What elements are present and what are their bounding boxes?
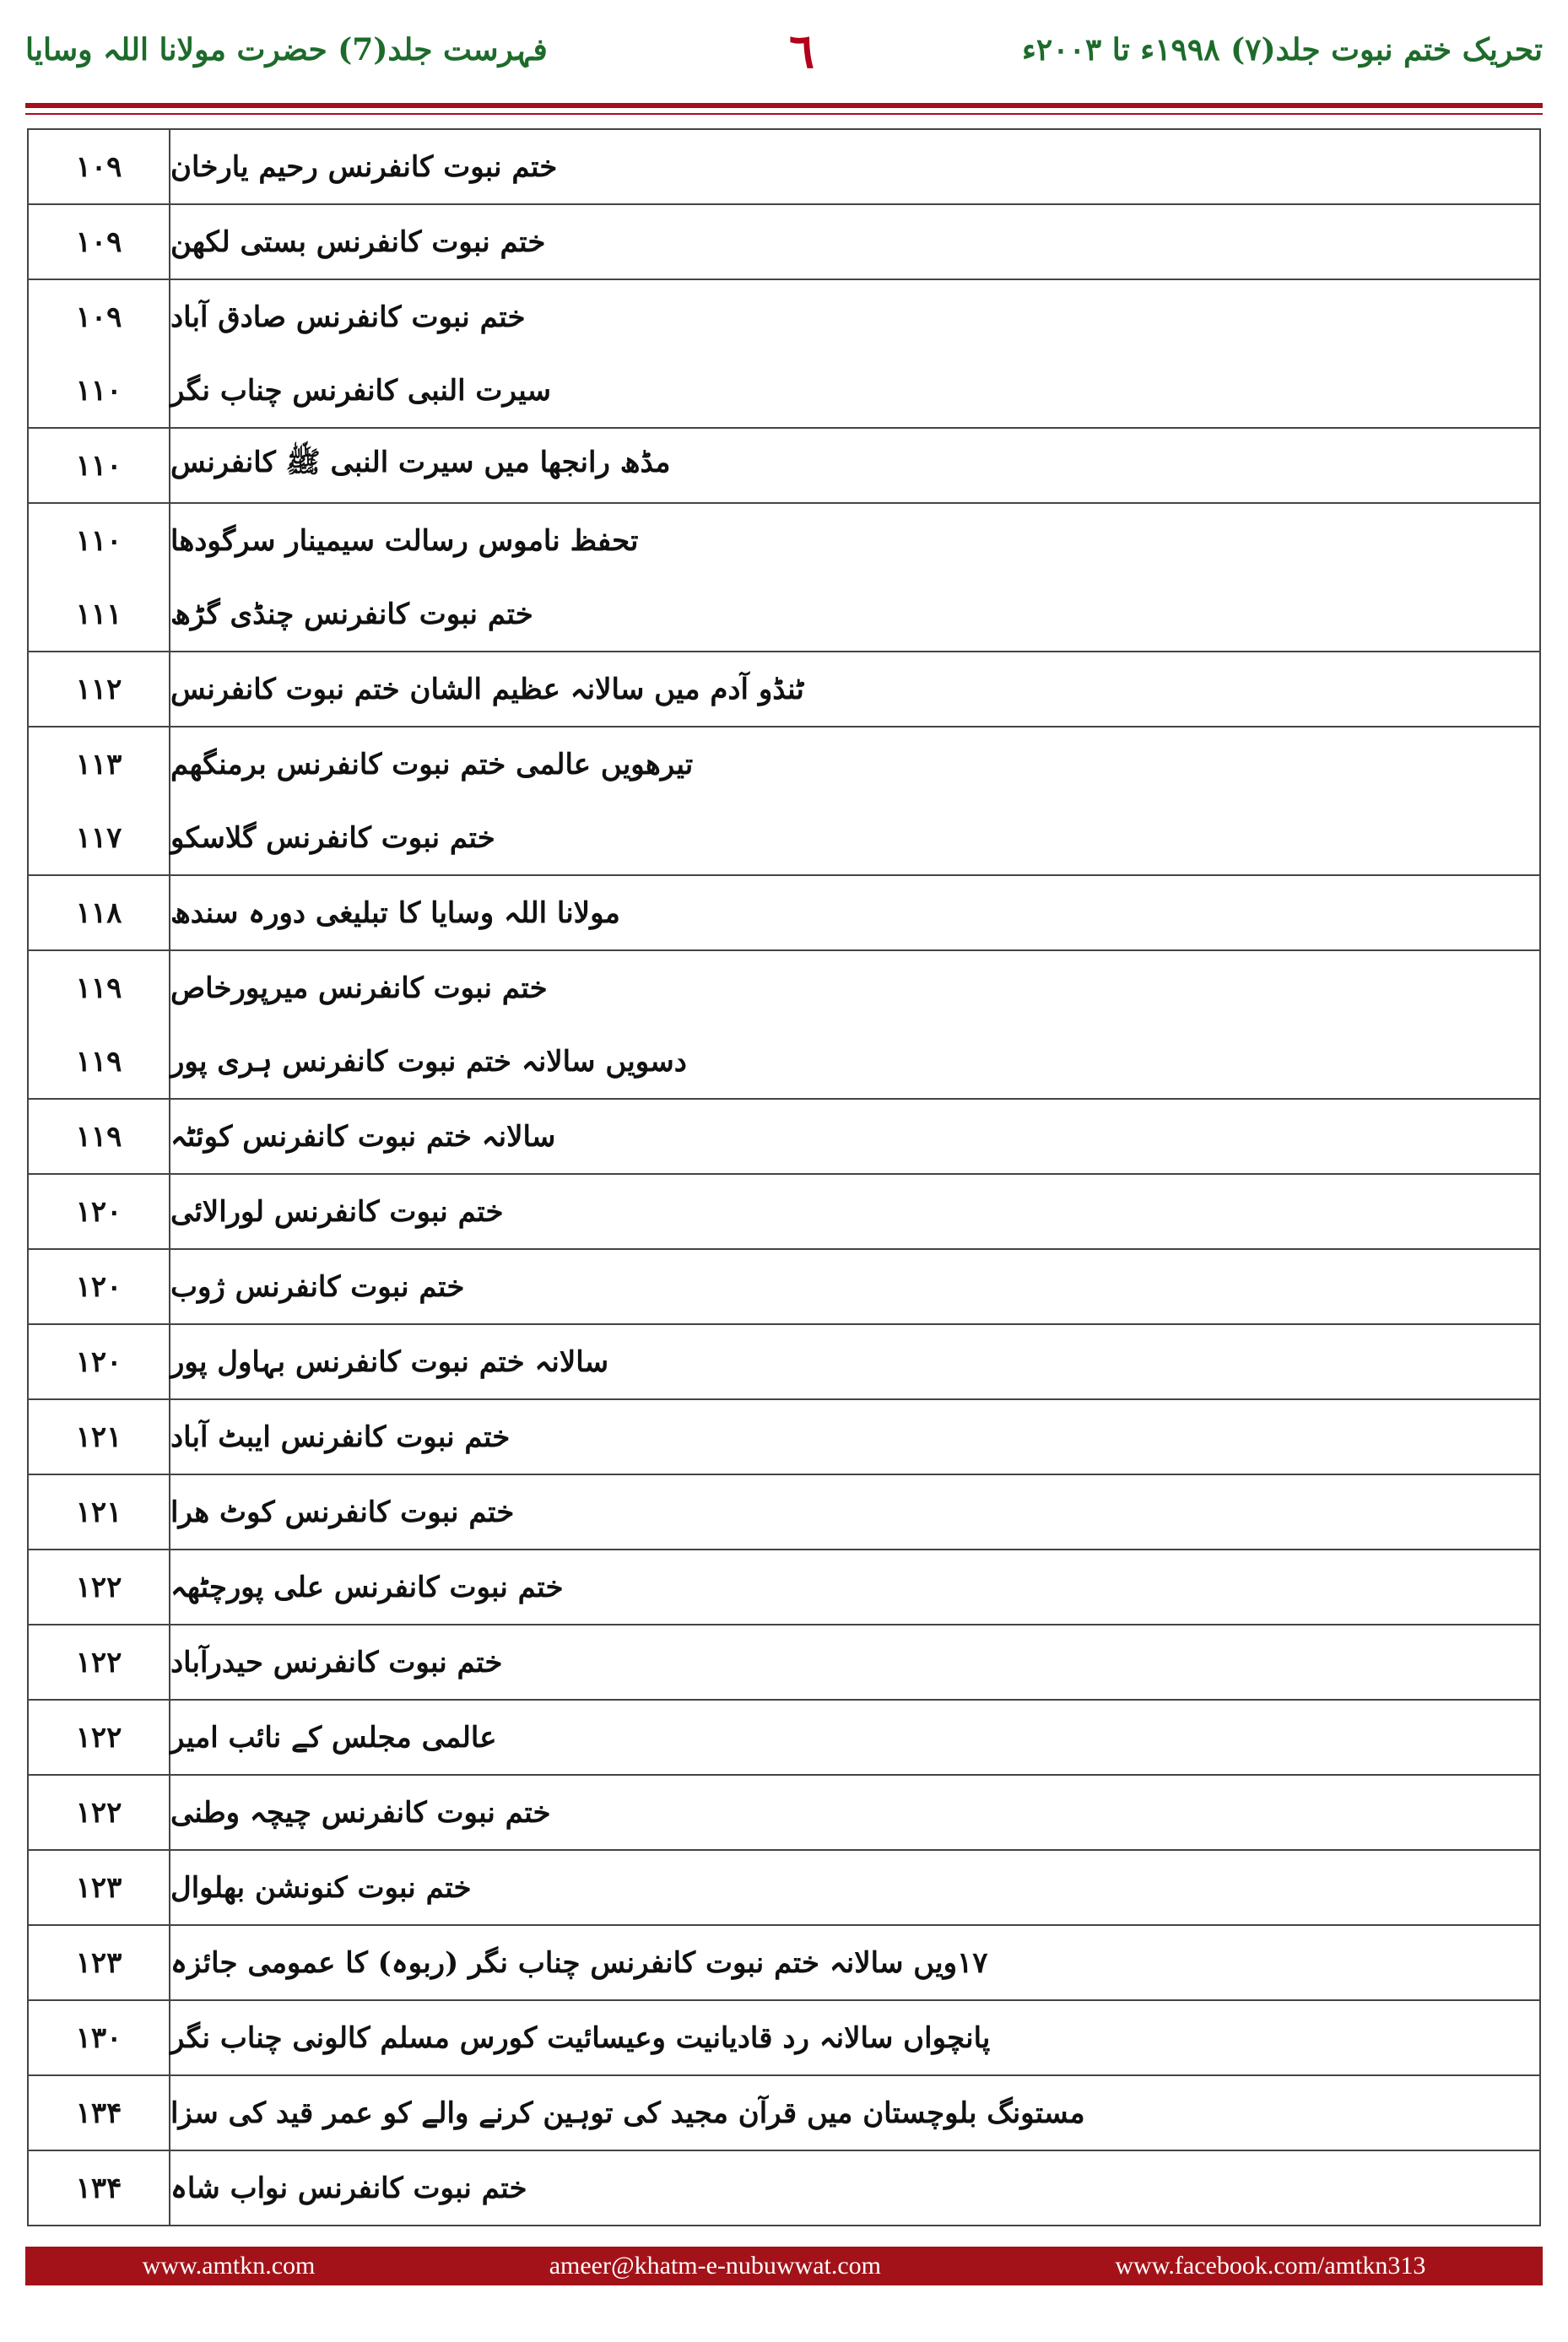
toc-group bbox=[27, 2001, 1541, 2076]
toc-row bbox=[29, 876, 1539, 949]
toc-row bbox=[29, 1475, 1539, 1549]
toc-group bbox=[27, 1701, 1541, 1776]
table-of-contents bbox=[27, 128, 1541, 2226]
toc-entry-title: سالانہ ختم نبوت کانفرنس کوئٹہ bbox=[170, 1120, 556, 1154]
toc-page-number: ۱۱۱ bbox=[29, 577, 170, 651]
header-rule-thick bbox=[25, 103, 1543, 108]
toc-group bbox=[27, 504, 1541, 652]
toc-group bbox=[27, 2151, 1541, 2226]
toc-row bbox=[29, 652, 1539, 726]
toc-page-number: ۱۰۹ bbox=[29, 280, 170, 354]
toc-group bbox=[27, 951, 1541, 1100]
toc-page-number: ۱۳۴ bbox=[29, 2151, 170, 2225]
toc-group bbox=[27, 429, 1541, 504]
toc-group bbox=[27, 1776, 1541, 1851]
footer-facebook-link[interactable]: www.facebook.com/amtkn313 bbox=[1115, 2252, 1426, 2280]
toc-entry-title: ختم نبوت کانفرنس نواب شاہ bbox=[170, 2172, 527, 2205]
toc-group bbox=[27, 1851, 1541, 1926]
toc-entry-title: ختم نبوت کانفرنس بستی لکھن bbox=[170, 224, 546, 259]
toc-page-number: ۱۳۰ bbox=[29, 2001, 170, 2074]
toc-group bbox=[27, 876, 1541, 951]
toc-entry-title: ختم نبوت کانفرنس کوٹ ھرا bbox=[170, 1495, 515, 1529]
toc-entry-title: ختم نبوت کانفرنس رحیم یارخان bbox=[170, 149, 558, 184]
toc-page-number: ۱۱۹ bbox=[29, 1025, 170, 1098]
toc-entry-title: مولانا اللہ وسایا کا تبلیغی دورہ سندھ bbox=[170, 896, 620, 930]
toc-entry-title: ختم نبوت کانفرنس حیدرآباد bbox=[170, 1645, 503, 1679]
toc-entry-title: ختم نبوت کانفرنس چیچہ وطنی bbox=[170, 1796, 551, 1830]
page-footer bbox=[25, 2247, 1543, 2285]
footer-website-link[interactable]: www.amtkn.com bbox=[142, 2252, 316, 2280]
toc-page-number: ۱۱۰ bbox=[29, 429, 170, 502]
toc-row bbox=[29, 2151, 1539, 2225]
toc-group bbox=[27, 1625, 1541, 1701]
toc-row bbox=[29, 429, 1539, 502]
toc-row bbox=[29, 801, 1539, 874]
toc-row bbox=[29, 205, 1539, 279]
toc-group bbox=[27, 280, 1541, 429]
toc-entry-title: ختم نبوت کانفرنس صادق آباد bbox=[170, 300, 526, 334]
toc-entry-title: سیرت النبی کانفرنس چناب نگر bbox=[170, 373, 551, 408]
toc-page-number: ۱۱۸ bbox=[29, 876, 170, 949]
footer-email-link[interactable]: ameer@khatm-e-nubuwwat.com bbox=[549, 2252, 882, 2280]
toc-row bbox=[29, 577, 1539, 651]
toc-page-number: ۱۲۳ bbox=[29, 1851, 170, 1924]
toc-entry-title: ختم نبوت کانفرنس گلاسکو bbox=[170, 820, 495, 855]
toc-page-number: ۱۲۲ bbox=[29, 1550, 170, 1624]
toc-row bbox=[29, 1025, 1539, 1098]
toc-entry-title: سالانہ ختم نبوت کانفرنس بہاول پور bbox=[170, 1345, 609, 1379]
toc-row bbox=[29, 130, 1539, 203]
toc-row bbox=[29, 1325, 1539, 1398]
toc-group bbox=[27, 1250, 1541, 1325]
toc-page-number: ۱۲۲ bbox=[29, 1701, 170, 1774]
toc-entry-title: دسویں سالانہ ختم نبوت کانفرنس ہری پور bbox=[170, 1045, 687, 1079]
toc-page-number: ۱۰۹ bbox=[29, 130, 170, 203]
toc-page-number: ۱۱۳ bbox=[29, 727, 170, 801]
toc-entry-title: تیرھویں عالمی ختم نبوت کانفرنس برمنگھم bbox=[170, 747, 694, 782]
toc-row bbox=[29, 1100, 1539, 1173]
toc-row bbox=[29, 504, 1539, 577]
toc-page-number: ۱۳۴ bbox=[29, 2076, 170, 2150]
toc-group bbox=[27, 652, 1541, 727]
toc-page-number: ۱۱۹ bbox=[29, 1100, 170, 1173]
toc-page-number: ۱۱۷ bbox=[29, 801, 170, 874]
page-number: ٦ bbox=[788, 24, 815, 79]
toc-row bbox=[29, 354, 1539, 427]
toc-row bbox=[29, 1550, 1539, 1624]
toc-page-number: ۱۲۲ bbox=[29, 1625, 170, 1699]
toc-group bbox=[27, 1325, 1541, 1400]
toc-group bbox=[27, 1175, 1541, 1250]
toc-page-number: ۱۲۰ bbox=[29, 1325, 170, 1398]
toc-page-number: ۱۲۳ bbox=[29, 1926, 170, 1999]
toc-group bbox=[27, 130, 1541, 205]
toc-entry-title: ٹنڈو آدم میں سالانہ عظیم الشان ختم نبوت کانفرنس bbox=[170, 673, 804, 706]
toc-page-number: ۱۲۲ bbox=[29, 1776, 170, 1849]
toc-entry-title: ختم نبوت کانفرنس میرپورخاص bbox=[170, 971, 548, 1005]
header-rule-thin bbox=[25, 113, 1543, 115]
toc-row bbox=[29, 1776, 1539, 1849]
toc-page-number: ۱۲۰ bbox=[29, 1250, 170, 1323]
toc-page-number: ۱۱۰ bbox=[29, 354, 170, 427]
toc-page-number: ۱۱۲ bbox=[29, 652, 170, 726]
toc-entry-title: ختم نبوت کانفرنس لورالائی bbox=[170, 1194, 504, 1229]
toc-row bbox=[29, 951, 1539, 1025]
toc-entry-title: ۱۷ویں سالانہ ختم نبوت کانفرنس چناب نگر (ربوہ) کا عمومی جائزہ bbox=[170, 1946, 988, 1980]
toc-page-number: ۱۱۹ bbox=[29, 951, 170, 1025]
toc-group bbox=[27, 727, 1541, 876]
toc-group bbox=[27, 1550, 1541, 1625]
toc-entry-title: مستونگ بلوچستان میں قرآن مجید کی توہین کرنے والے کو عمر قید کی سزا bbox=[170, 2096, 1085, 2130]
toc-entry-title: پانچواں سالانہ رد قادیانیت وعیسائیت کورس مسلم کالونی چناب نگر bbox=[170, 2021, 991, 2055]
toc-group bbox=[27, 205, 1541, 280]
toc-entry-title: ختم نبوت کانفرنس ایبٹ آباد bbox=[170, 1420, 511, 1454]
toc-entry-title: تحفظ ناموس رسالت سیمینار سرگودھا bbox=[170, 523, 639, 558]
toc-page-number: ۱۲۱ bbox=[29, 1475, 170, 1549]
toc-row bbox=[29, 1926, 1539, 1999]
toc-group bbox=[27, 1400, 1541, 1475]
toc-page-number: ۱۲۰ bbox=[29, 1175, 170, 1248]
toc-group bbox=[27, 1100, 1541, 1175]
toc-row bbox=[29, 727, 1539, 801]
toc-entry-title: ختم نبوت کانفرنس چنڈی گڑھ bbox=[170, 597, 533, 631]
toc-row bbox=[29, 2001, 1539, 2074]
header-book-title: تحریک ختم نبوت جلد(۷) ۱۹۹۸ء تا ۲۰۰۳ء bbox=[1021, 32, 1543, 68]
toc-entry-title: ختم نبوت کنونشن بھلوال bbox=[170, 1870, 472, 1905]
toc-page-number: ۱۱۰ bbox=[29, 504, 170, 577]
toc-row bbox=[29, 2076, 1539, 2150]
toc-row bbox=[29, 280, 1539, 354]
toc-entry-title: ختم نبوت کانفرنس ژوب bbox=[170, 1269, 465, 1304]
header-index-title: فہرست جلد(7) حضرت مولانا اللہ وسایا bbox=[25, 32, 548, 68]
toc-group bbox=[27, 1475, 1541, 1550]
toc-row bbox=[29, 1701, 1539, 1774]
toc-page-number: ۱۰۹ bbox=[29, 205, 170, 279]
toc-row bbox=[29, 1851, 1539, 1924]
toc-row bbox=[29, 1250, 1539, 1323]
toc-entry-title: مڈھ رانجھا میں سیرت النبی ﷺ کانفرنس bbox=[170, 446, 671, 479]
toc-row bbox=[29, 1175, 1539, 1248]
toc-group bbox=[27, 2076, 1541, 2151]
toc-entry-title: عالمی مجلس کے نائب امیر bbox=[170, 1721, 497, 1755]
toc-row bbox=[29, 1400, 1539, 1474]
toc-entry-title: ختم نبوت کانفرنس علی پورچٹھہ bbox=[170, 1571, 564, 1604]
page-header bbox=[25, 24, 1543, 91]
toc-group bbox=[27, 1926, 1541, 2001]
toc-page-number: ۱۲۱ bbox=[29, 1400, 170, 1474]
toc-row bbox=[29, 1625, 1539, 1699]
